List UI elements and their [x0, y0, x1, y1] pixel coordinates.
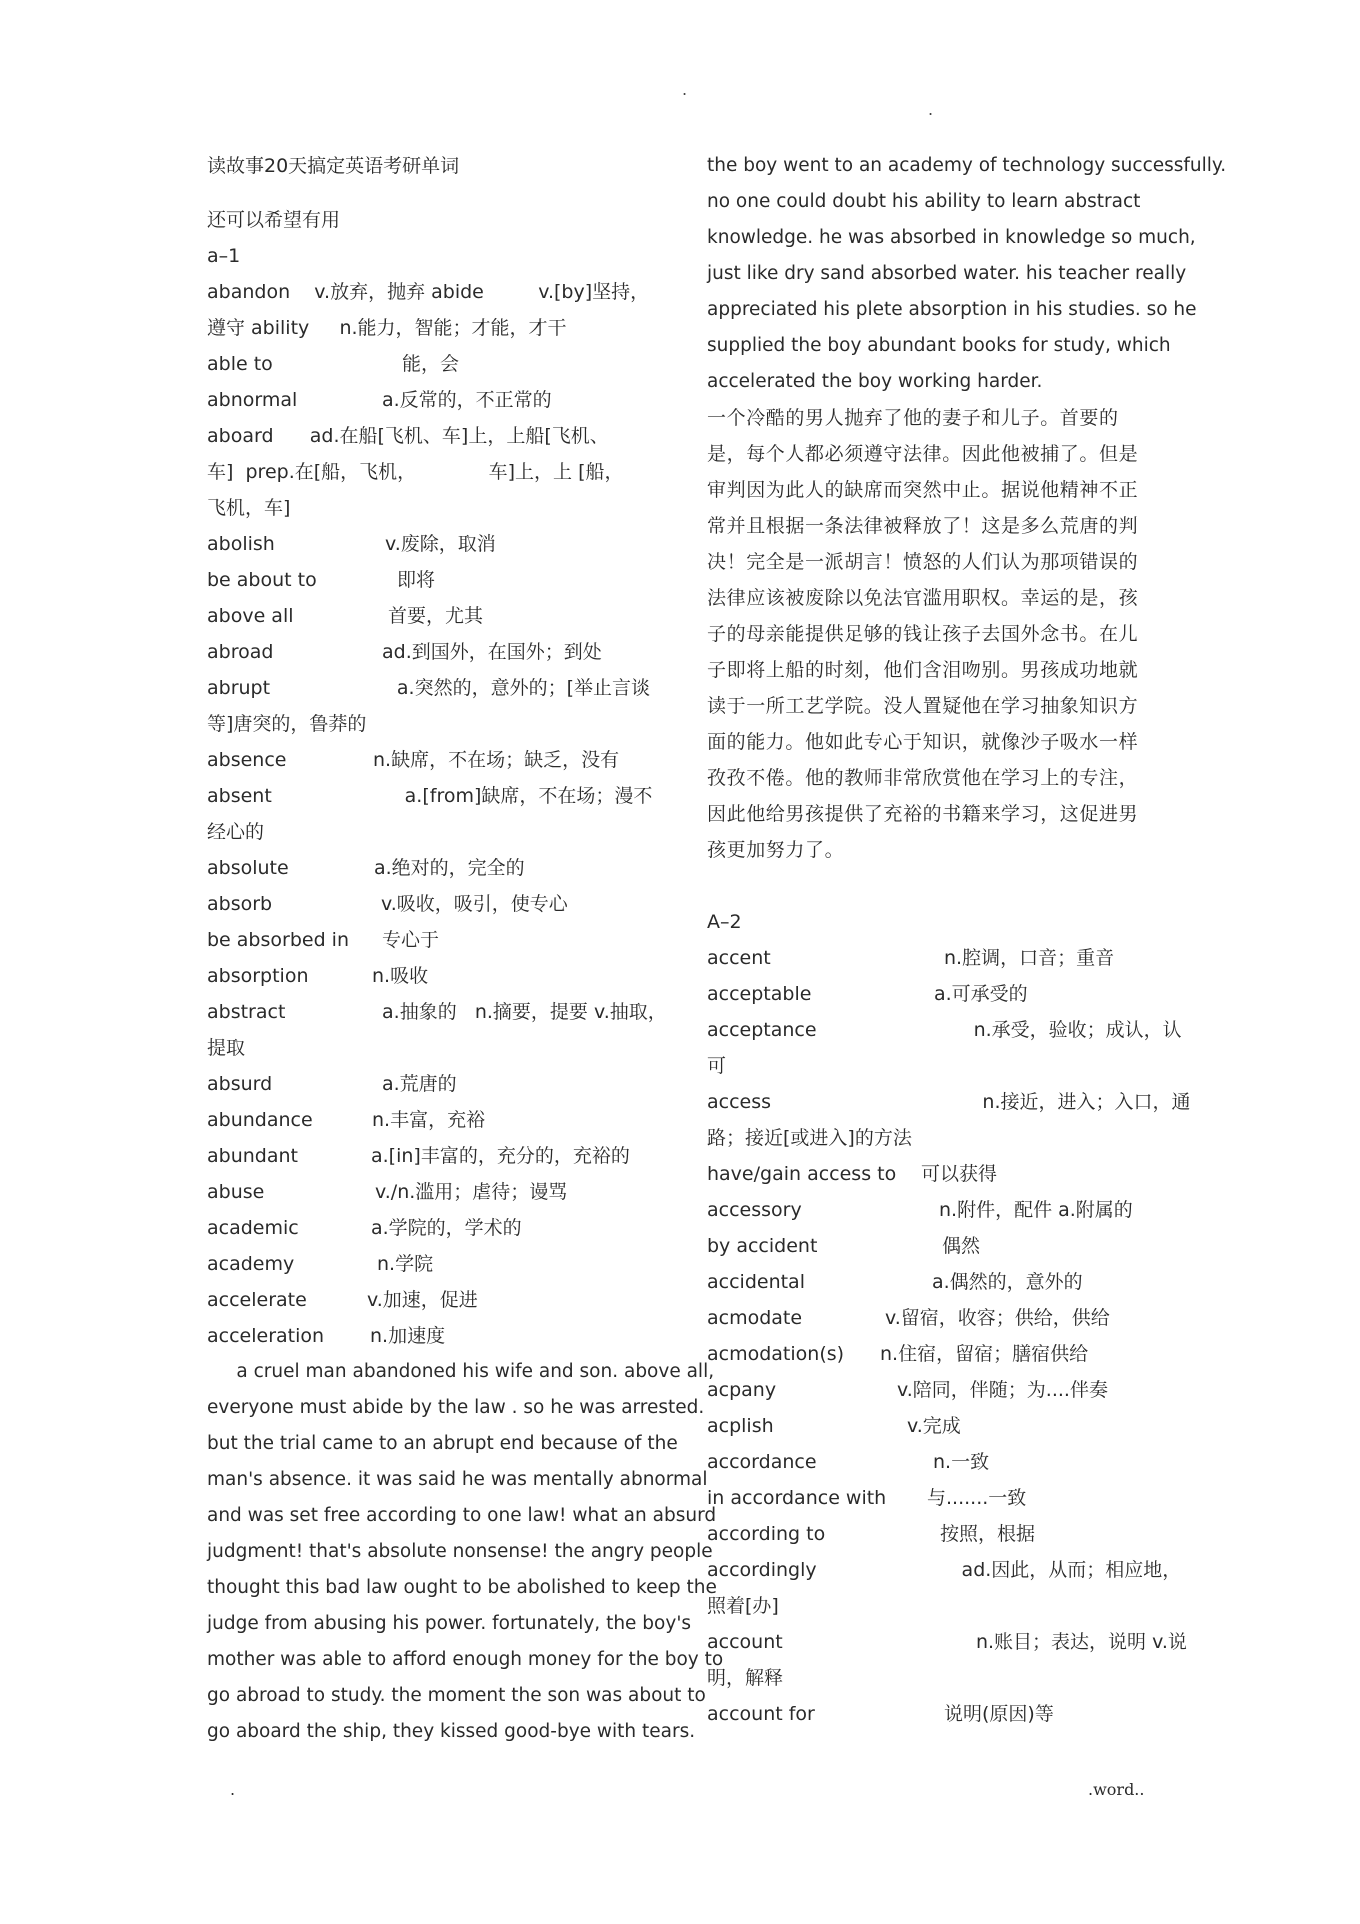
vocab-entry	[207, 958, 662, 994]
left-entry-line: 提取	[207, 1037, 246, 1059]
vocab-word: in accordance with	[707, 1487, 887, 1509]
vocab-definition: n.加速度	[370, 1325, 446, 1347]
vocab-word: accessory	[707, 1199, 802, 1221]
paragraph-line: go aboard the ship, they kissed good-bye with tears.	[207, 1721, 696, 1742]
vocab-word: abnormal	[207, 389, 298, 411]
vocab-definition: 按照，根据	[940, 1523, 1036, 1545]
vocab-word: absence	[207, 749, 287, 771]
right-entry-line: 照着[办]	[707, 1595, 779, 1617]
vocab-definition: n.一致	[933, 1451, 990, 1473]
vocab-definition: v.陪同，伴随；为....伴奏	[897, 1379, 1108, 1401]
vocab-entry	[707, 1336, 1167, 1372]
vocab-entry	[707, 1300, 1167, 1336]
vocab-definition: n.附件，配件 a.附属的	[939, 1199, 1133, 1221]
paragraph-line: supplied the boy abundant books for study, which	[707, 335, 1171, 356]
vocab-entry	[207, 598, 662, 634]
vocab-word: account for	[707, 1703, 815, 1725]
vocab-definition: a.荒唐的	[382, 1073, 457, 1095]
vocab-word: absurd	[207, 1073, 273, 1095]
paragraph-line: 面的能力。他如此专心于知识，就像沙子吸水一样	[707, 731, 1139, 753]
vocab-entry	[207, 562, 662, 598]
paragraph-line: 孩更加努力了。	[707, 839, 845, 861]
vocab-entry	[207, 346, 662, 382]
vocab-entry	[207, 1282, 662, 1318]
right-column	[707, 148, 1227, 1732]
vocab-entry	[707, 1372, 1167, 1408]
vocab-definition: a.[in]丰富的，充分的，充裕的	[371, 1145, 630, 1167]
paragraph-line: no one could doubt his ability to learn abstract	[707, 191, 1141, 212]
vocab-entry	[207, 1066, 662, 1102]
vocab-definition: v.废除，取消	[385, 533, 496, 555]
vocab-word: above all	[207, 605, 294, 627]
paragraph-line: 是，每个人都必须遵守法律。因此他被捕了。但是	[707, 443, 1139, 465]
vocab-entry	[207, 1174, 662, 1210]
vocab-word: academic	[207, 1217, 299, 1239]
vocab-definition: 偶然	[942, 1235, 981, 1257]
left-entry-line: 遵守 ability n.能力，智能；才能，才干	[207, 317, 567, 339]
vocab-definition: v./n.滥用；虐待；谩骂	[375, 1181, 568, 1203]
vocab-entry	[207, 1138, 662, 1174]
vocab-definition: a.反常的，不正常的	[382, 389, 552, 411]
vocab-entry	[707, 940, 1167, 976]
vocab-word: accent	[707, 947, 771, 969]
vocab-entry	[207, 382, 662, 418]
left-entry-line: abandon v.放弃，抛弃 abide v.[by]坚持，	[207, 281, 650, 303]
left-column	[207, 148, 724, 1750]
vocab-definition: 首要，尤其	[388, 605, 484, 627]
vocab-entry	[207, 1210, 662, 1246]
vocab-definition: v.留宿，收容；供给，供给	[885, 1307, 1110, 1329]
left-entry-line: abrupt a.突然的，意外的；[举止言谈	[207, 677, 650, 699]
left-vocab-list	[207, 274, 667, 1354]
vocab-entry	[707, 1192, 1167, 1228]
paragraph-line: the boy went to an academy of technology successfully.	[707, 155, 1227, 176]
vocab-entry	[707, 1696, 1167, 1732]
vocab-definition: n.丰富，充裕	[372, 1109, 486, 1131]
story-paragraph-english-2	[707, 148, 1227, 400]
right-entry-line: account n.账目；表达，说明 v.说	[707, 1631, 1187, 1653]
vocab-word: acceptable	[707, 983, 812, 1005]
vocab-entry	[707, 1444, 1167, 1480]
vocab-entry	[207, 850, 662, 886]
right-entry-line: 路；接近[或进入]的方法	[707, 1127, 912, 1149]
story-paragraph-chinese	[707, 400, 1167, 868]
vocab-word: able to	[207, 353, 273, 375]
paragraph-line: 孜孜不倦。他的教师非常欣赏他在学习上的专注，	[707, 767, 1139, 789]
paragraph-line: accelerated the boy working harder.	[707, 371, 1043, 392]
vocab-word: acplish	[707, 1415, 774, 1437]
vocab-definition: v.加速，促进	[367, 1289, 478, 1311]
paragraph-line: 决！完全是一派胡言！愤怒的人们认为那项错误的	[707, 551, 1139, 573]
vocab-word: by accident	[707, 1235, 818, 1257]
right-entry-line: accordingly ad.因此，从而；相应地，	[707, 1559, 1182, 1581]
right-entry-line: 明，解释	[707, 1667, 784, 1689]
paragraph-line: mother was able to afford enough money for the boy to	[207, 1649, 724, 1670]
section-heading-a2: A–2	[707, 911, 742, 933]
vocab-entry	[207, 922, 662, 958]
vocab-word: absorption	[207, 965, 309, 987]
vocab-entry	[207, 742, 662, 778]
vocab-word: have/gain access to	[707, 1163, 897, 1185]
paragraph-line: man's absence. it was said he was mentally abnormal	[207, 1469, 708, 1490]
vocab-word: abundant	[207, 1145, 298, 1167]
vocab-definition: 说明(原因)等	[944, 1703, 1054, 1725]
vocab-entry	[207, 886, 662, 922]
vocab-word: acmodate	[707, 1307, 803, 1329]
vocab-definition: 即将	[397, 569, 436, 591]
vocab-entry	[207, 634, 662, 670]
vocab-definition: a.可承受的	[934, 983, 1028, 1005]
vocab-entry	[707, 976, 1167, 1012]
vocab-entry	[707, 1480, 1167, 1516]
paragraph-line: appreciated his plete absorption in his studies. so he	[707, 299, 1197, 320]
vocab-definition: v.吸收，吸引，使专心	[381, 893, 568, 915]
vocab-definition: a.学院的，学术的	[371, 1217, 522, 1239]
vocab-word: absorb	[207, 893, 273, 915]
vocab-word: absolute	[207, 857, 289, 879]
paragraph-line: 因此他给男孩提供了充裕的书籍来学习，这促进男	[707, 803, 1139, 825]
vocab-word: acmodation(s)	[707, 1343, 845, 1365]
vocab-definition: a.绝对的，完全的	[374, 857, 525, 879]
right-entry-line: 可	[707, 1055, 727, 1077]
vocab-entry	[207, 1102, 662, 1138]
vocab-word: academy	[207, 1253, 295, 1275]
paragraph-line: thought this bad law ought to be abolished to keep the	[207, 1577, 717, 1598]
vocab-entry	[707, 1408, 1167, 1444]
vocab-word: abolish	[207, 533, 275, 555]
footer-label: .word..	[1088, 1780, 1145, 1799]
vocab-entry	[207, 1246, 662, 1282]
vocab-word: abundance	[207, 1109, 313, 1131]
vocab-word: accidental	[707, 1271, 805, 1293]
vocab-definition: n.学院	[377, 1253, 434, 1275]
vocab-definition: n.吸收	[372, 965, 429, 987]
paragraph-line: judge from abusing his power. fortunately, the boy's	[207, 1613, 692, 1634]
paragraph-line: but the trial came to an abrupt end because of the	[207, 1433, 678, 1454]
vocab-word: acceleration	[207, 1325, 325, 1347]
vocab-entry	[207, 526, 662, 562]
right-vocab-list	[707, 940, 1191, 1732]
paragraph-line: go abroad to study. the moment the son was about to	[207, 1685, 706, 1706]
vocab-definition: 与.......一致	[927, 1487, 1027, 1509]
left-entry-line: 车] prep.在[船，飞机， 车]上，上 [船，	[207, 461, 624, 483]
vocab-definition: 能，会	[402, 353, 460, 375]
vocab-definition: 可以获得	[921, 1163, 998, 1185]
vocab-word: accordance	[707, 1451, 817, 1473]
vocab-entry	[207, 1318, 662, 1354]
paragraph-line: just like dry sand absorbed water. his teacher really	[707, 263, 1187, 284]
paragraph-line: 审判因为此人的缺席而突然中止。据说他精神不正	[707, 479, 1139, 501]
vocab-word: acpany	[707, 1379, 777, 1401]
left-entry-line: abstract a.抽象的 n.摘要，提要 v.抽取，	[207, 1001, 667, 1023]
vocab-definition: n.缺席，不在场；缺乏，没有	[373, 749, 620, 771]
left-entry-line: 等]唐突的，鲁莽的	[207, 713, 367, 735]
vocab-word: according to	[707, 1523, 826, 1545]
vocab-entry	[707, 1228, 1167, 1264]
vocab-word: be about to	[207, 569, 317, 591]
vocab-definition: a.偶然的，意外的	[932, 1271, 1083, 1293]
vocab-word: abuse	[207, 1181, 265, 1203]
paragraph-line: judgment! that's absolute nonsense! the angry people	[207, 1541, 713, 1562]
paragraph-line: 常并且根据一条法律被释放了！这是多么荒唐的判	[707, 515, 1139, 537]
paragraph-line: 读于一所工艺学院。没人置疑他在学习抽象知识方	[707, 695, 1139, 717]
left-entry-line: 经心的	[207, 821, 265, 843]
paragraph-line: and was set free according to one law! what an absurd	[207, 1505, 717, 1526]
story-paragraph-english-1	[207, 1354, 724, 1750]
section-heading-a1: a–1	[207, 245, 241, 267]
vocab-word: accelerate	[207, 1289, 307, 1311]
paragraph-line: a cruel man abandoned his wife and son. above all,	[207, 1361, 715, 1382]
right-entry-line: access n.接近，进入；入口，通	[707, 1091, 1191, 1113]
header-dot-left: .	[682, 80, 688, 99]
header-dot-right: .	[928, 100, 934, 119]
vocab-entry	[707, 1516, 1167, 1552]
vocab-definition: n.住宿，留宿；膳宿供给	[880, 1343, 1089, 1365]
vocab-definition: 专心于	[382, 929, 440, 951]
document-title: 读故事20天搞定英语考研单词	[207, 155, 460, 177]
vocab-definition: v.完成	[907, 1415, 961, 1437]
left-entry-line: absent a.[from]缺席，不在场；漫不	[207, 785, 653, 807]
paragraph-line: 子的母亲能提供足够的钱让孩子去国外念书。在儿	[707, 623, 1139, 645]
paragraph-line: 子即将上船的时刻，他们含泪吻别。男孩成功地就	[707, 659, 1139, 681]
vocab-entry	[707, 1156, 1167, 1192]
paragraph-line: 一个冷酷的男人抛弃了他的妻子和儿子。首要的	[707, 407, 1119, 429]
footer-dot: .	[230, 1780, 236, 1799]
right-entry-line: acceptance n.承受，验收；成认，认	[707, 1019, 1182, 1041]
subtitle: 还可以希望有用	[207, 209, 341, 231]
vocab-definition: ad.到国外，在国外；到处	[382, 641, 602, 663]
paragraph-line: everyone must abide by the law . so he was arrested.	[207, 1397, 705, 1418]
paragraph-line: knowledge. he was absorbed in knowledge so much,	[707, 227, 1196, 248]
vocab-word: be absorbed in	[207, 929, 349, 951]
left-entry-line: 飞机，车]	[207, 497, 291, 519]
vocab-entry	[707, 1264, 1167, 1300]
vocab-definition: n.腔调，口音；重音	[944, 947, 1115, 969]
vocab-word: abroad	[207, 641, 274, 663]
paragraph-line: 法律应该被废除以免法官滥用职权。幸运的是，孩	[707, 587, 1139, 609]
left-entry-line: aboard ad.在船[飞机、车]上，上船[飞机、	[207, 425, 609, 447]
